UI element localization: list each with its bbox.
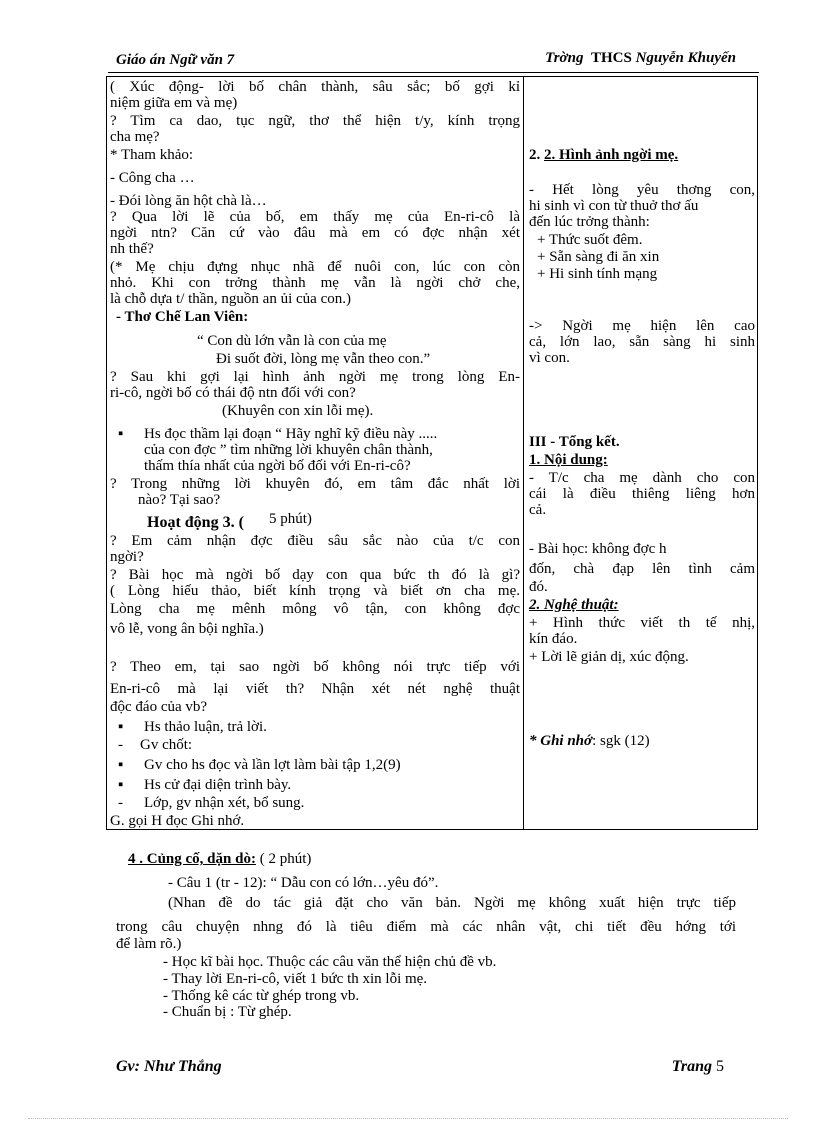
header-rule — [108, 72, 759, 73]
page-bottom-dotted-line — [28, 1118, 788, 1119]
page-number: 5 — [716, 1058, 724, 1075]
bottom-line: - Câu 1 (tr - 12): “ Dẫu con có lớn…yêu đó”. — [168, 875, 439, 891]
left-line: nào? Tại sao? — [138, 492, 221, 508]
left-line: ngời ntn? Căn cứ vào đâu mà em có đợc nhận xét — [110, 225, 520, 241]
bottom-line: - Thống kê các từ ghép trong vb. — [163, 988, 360, 1004]
left-line: nh thế? — [110, 241, 154, 257]
right-line: cả, lớn lao, sẵn sàng hi sinh — [529, 334, 755, 350]
dash: - — [118, 737, 123, 753]
left-line: En-ri-cô mà lại viết th? Nhận xét nét nghệ thuật — [110, 681, 520, 697]
header-school-prefix: Trờng — [545, 50, 584, 66]
left-line: ? Qua lời lẽ của bố, em thấy mẹ của En-ri-cô là — [110, 209, 520, 225]
left-line: (Khuyên con xin lỗi mẹ). — [222, 403, 374, 419]
left-line: ( Xúc động- lời bố chân thành, sâu sắc; bố gợi kỉ — [110, 79, 520, 95]
header-course: Giáo án Ngữ văn 7 — [116, 52, 235, 68]
right-line: kín đáo. — [529, 631, 578, 647]
consolidation-time: ( 2 phút) — [259, 851, 312, 867]
header-school-name: Nguyễn Khuyến — [635, 50, 736, 66]
footer-page — [672, 1058, 724, 1076]
left-line: ri-cô, ngời bố có thái độ ntn đối với con? — [110, 385, 356, 401]
content-heading: 1. Nội dung: — [529, 452, 608, 468]
bullet: ▪ — [118, 757, 124, 773]
left-line: Gv cho hs đọc và lần lợt làm bài tập 1,2(9) — [144, 757, 401, 773]
right-line: + Lời lẽ giản dị, xúc động. — [529, 649, 689, 665]
dash: - — [118, 795, 123, 811]
header-school — [545, 50, 736, 67]
left-line: “ Con dù lớn vẫn là con của mẹ — [197, 333, 387, 349]
right-line: hi sinh vì con từ thuở thơ ấu — [529, 198, 699, 214]
bottom-line-text: (Nhan đề do tác giả đặt cho văn bản. Ngời mẹ không xuất hiện trực tiếp — [168, 895, 736, 911]
bottom-line: để làm rõ.) — [116, 936, 182, 952]
memo-line — [529, 734, 650, 749]
left-line: thấm thía nhất của ngời bố đối với En-ri-cô? — [144, 458, 411, 474]
left-line: G. gọi H đọc Ghi nhớ. — [110, 813, 245, 829]
page-header — [116, 50, 736, 70]
consolidation-heading — [128, 852, 311, 867]
summary-heading: III - Tổng kết. — [529, 434, 620, 450]
left-line: ? Trong những lời khuyên đó, em tâm đắc nhất lời — [110, 476, 520, 492]
right-line: cả. — [529, 502, 547, 518]
bullet: ▪ — [118, 426, 124, 442]
left-line: Lòng cha mẹ mênh mông vô tận, con không đợc — [110, 601, 520, 617]
right-line: + Hi sinh tính mạng — [537, 266, 658, 282]
left-line: Hs thảo luận, trả lời. — [144, 719, 267, 735]
bottom-line: - Học kĩ bài học. Thuộc các câu văn thể hiện chủ đề vb. — [163, 954, 497, 970]
left-line: của con đợc ” tìm những lời khuyên chân thành, — [144, 442, 433, 458]
activity-heading: Hoạt động 3. ( — [147, 514, 244, 531]
bullet: ▪ — [118, 777, 124, 793]
left-line: - Công cha … — [110, 170, 195, 186]
right-line: cái là điều thiêng liêng hơn — [529, 486, 755, 502]
left-line: vô lễ, vong ân bội nghĩa.) — [110, 621, 264, 637]
art-heading: 2. Nghệ thuật: — [529, 597, 619, 613]
lesson-table — [106, 76, 758, 830]
page-footer — [116, 1058, 724, 1076]
left-line: ? Tìm ca dao, tục ngữ, thơ thể hiện t/y, kính trọng — [110, 113, 520, 129]
left-line: ngời? — [110, 549, 144, 565]
bullet: ▪ — [118, 719, 124, 735]
right-line: đó. — [529, 579, 548, 595]
bottom-line — [168, 896, 736, 911]
left-line: Đi suốt đời, lòng mẹ vẫn theo con.” — [216, 351, 431, 367]
right-line: + Thức suốt đêm. — [537, 232, 643, 248]
left-line: ? Em cảm nhận đợc điều sâu sắc nào của t/c con — [110, 533, 520, 549]
left-line: Lớp, gv nhận xét, bổ sung. — [144, 795, 305, 811]
left-line: độc đáo của vb? — [110, 699, 208, 715]
left-line: nhỏ. Khi con trởng thành mẹ vẫn là ngời chở che, — [110, 275, 520, 291]
bottom-line-text: trong câu chuyện nhng đó là tiêu điểm mà các nhân vật, chi tiết đều hớng tới — [116, 919, 736, 935]
memo-label: * Ghi nhớ — [529, 733, 593, 749]
right-line: -> Ngời mẹ hiện lên cao — [529, 318, 755, 334]
right-line: vì con. — [529, 350, 570, 366]
bottom-line: - Chuẩn bị : Từ ghép. — [163, 1004, 292, 1020]
bottom-line: - Thay lời En-ri-cô, viết 1 bức th xin lỗi mẹ. — [163, 971, 428, 987]
left-line: ? Theo em, tại sao ngời bố không nói trực tiếp với — [110, 659, 520, 675]
left-line: cha mẹ? — [110, 129, 160, 145]
left-line: * Tham khảo: — [110, 147, 194, 163]
section-heading: 2. 2. Hình ảnh ngời mẹ. — [529, 147, 679, 163]
footer-page-label: Trang — [671, 1058, 712, 1075]
left-line: - Thơ Chế Lan Viên: — [116, 309, 249, 325]
section-heading-text: 2. Hình ảnh ngời mẹ. — [544, 147, 679, 163]
memo-ref: : sgk (12) — [592, 733, 650, 749]
left-line: Hs cử đại diện trình bày. — [144, 777, 292, 793]
left-line: Hs đọc thầm lại đoạn “ Hãy nghĩ kỹ điều này ..... — [144, 426, 438, 442]
right-line: đến lúc trởng thành: — [529, 214, 650, 230]
right-line: đốn, chà đạp lên tình cảm — [529, 561, 755, 577]
left-line: là chỗ dựa t/ thần, nguồn an ủi của con.) — [110, 291, 351, 307]
right-line: - Bài học: không đợc h — [529, 541, 667, 557]
right-line: + Sẵn sàng đi ăn xin — [537, 249, 660, 265]
column-divider — [523, 77, 524, 829]
activity-time: 5 phút) — [269, 511, 312, 527]
header-school-type: THCS — [590, 50, 632, 66]
left-line: niệm giữa em và mẹ) — [110, 95, 238, 111]
right-line: - Hết lòng yêu thơng con, — [529, 182, 755, 198]
left-line: - Đói lòng ăn hột chà là… — [110, 193, 267, 209]
left-line: ? Sau khi gợi lại hình ảnh ngời mẹ trong lòng En- — [110, 369, 520, 385]
consolidation-heading-text: 4 . Củng cố, dặn dò: — [128, 851, 256, 867]
left-line: ? Bài học mà ngời bố dạy con qua bức th đó là gì? — [110, 567, 520, 583]
right-line: + Hình thức viết th tế nhị, — [529, 615, 755, 631]
right-line: - T/c cha mẹ dành cho con — [529, 470, 755, 486]
footer-teacher: Gv: Như Thắng — [116, 1058, 222, 1075]
left-line: (* Mẹ chịu đựng nhục nhã để nuôi con, lúc con còn — [110, 259, 520, 275]
bottom-line — [116, 920, 736, 935]
left-line: Gv chốt: — [140, 737, 193, 753]
left-line: ( Lòng hiếu thảo, biết kính trọng và biết ơn cha mẹ. — [110, 583, 520, 599]
